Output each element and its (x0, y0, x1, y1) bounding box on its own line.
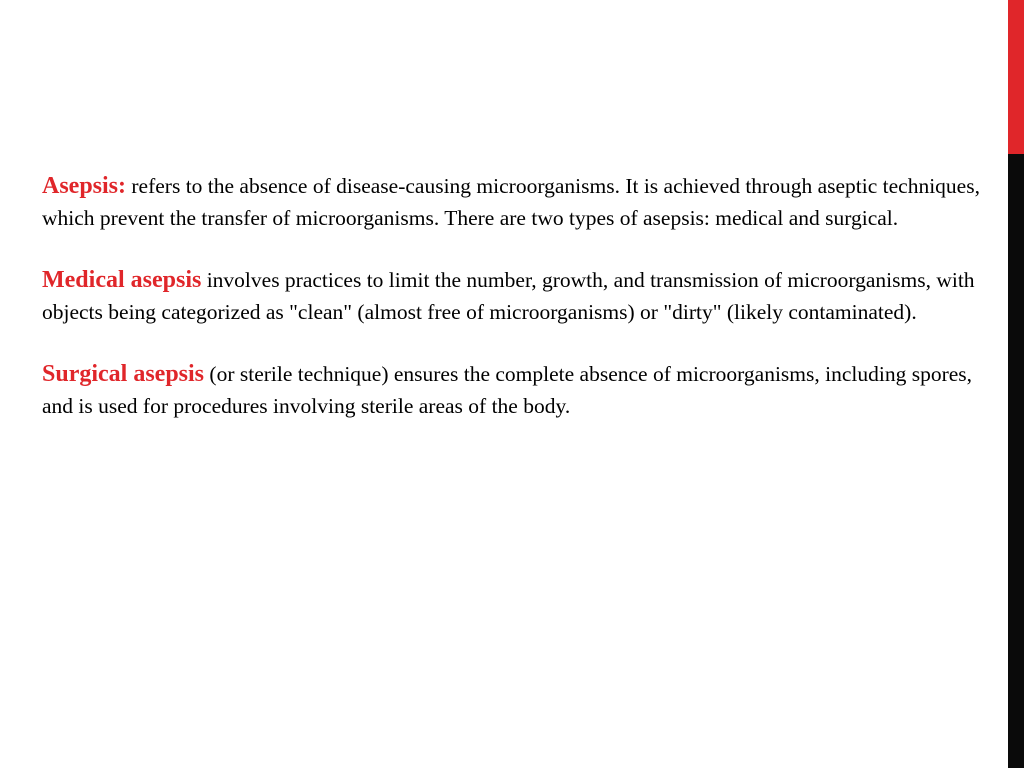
term-medical-asepsis: Medical asepsis (42, 267, 202, 293)
term-surgical-asepsis: Surgical asepsis (42, 361, 205, 387)
definition-surgical-asepsis: (or sterile technique) ensures the complete absence of microorganisms, including spores, and is used for procedures involving sterile areas of the body. (42, 362, 973, 418)
paragraph-surgical-asepsis (42, 359, 992, 422)
paragraph-medical-asepsis (42, 265, 992, 328)
definition-medical-asepsis: involves practices to limit the number, growth, and transmission of microorganisms, with objects being categorized as "clean" (almost free of microorganisms) or "dirty" (likely contaminated). (42, 268, 975, 324)
definition-asepsis: refers to the absence of disease-causing microorganisms. It is achieved through aseptic techniques, which prevent the transfer of microorganisms. There are two types of asepsis: medical and surgical. (42, 174, 980, 230)
side-bar-dark (1008, 154, 1024, 768)
side-bar-accent (1008, 0, 1024, 154)
slide-content (42, 171, 992, 453)
term-asepsis: Asepsis: (42, 173, 127, 199)
side-decoration-bar (1008, 0, 1024, 768)
paragraph-asepsis (42, 171, 992, 234)
